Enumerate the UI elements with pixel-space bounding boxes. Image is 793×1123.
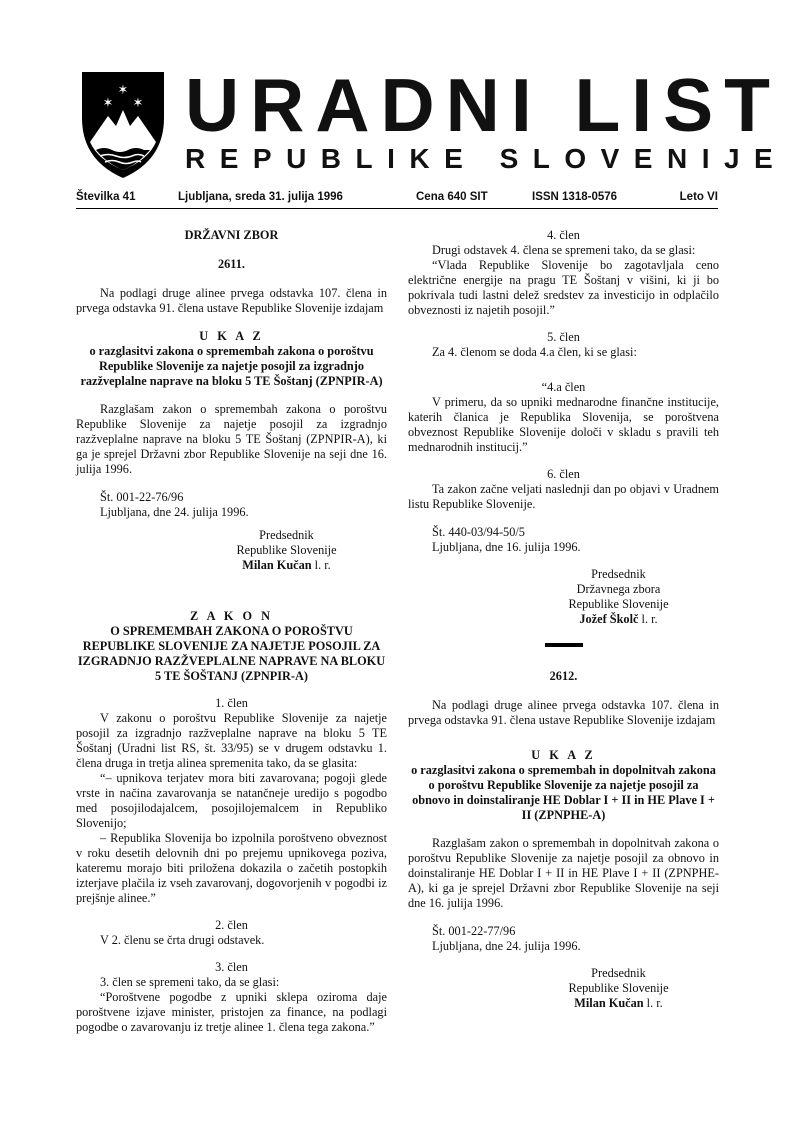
publication-subtitle: REPUBLIKE SLOVENIJE [185,143,788,174]
intro-paragraph: Na podlagi druge alinee prvega odstavka 107. člena in prvega odstavka 91. člena ustave Republike Slovenije izdajam [76,286,387,315]
ukaz-title: U K A Z [199,329,264,343]
svg-text:✶: ✶ [102,96,114,111]
signature-suffix: l. r. [643,996,663,1010]
right-column [408,228,719,1011]
ukaz-body: Razglašam zakon o spremembah zakona o poroštvu Republike Slovenije za najetje posojil za izgradnjo razžveplalne naprave na bloku 5 TE Šoštanj (ZPNPIR-A), ki ga je sprejel Državni zbor Republike Slovenije na seji dne 16. julija 1996. [76,402,387,476]
article-heading: 6. člen [547,467,580,481]
article-body: Ta zakon začne veljati naslednji dan po objavi v Uradnem listu Republike Slovenije. [408,482,719,511]
ukaz-title: U K A Z [531,748,596,762]
article-body: Za 4. členom se doda 4.a člen, ki se glasi: [432,345,637,359]
signature-suffix: l. r. [638,612,658,626]
ukaz-subtitle: o razglasitvi zakona o spremembah in dopolnitvah zakona o poroštvu Republike Slovenije za najetje posojil za obnovo in doinstaliranje HE Doblar I + II in HE Plave I + II (ZPNPHE-A) [411,763,716,822]
article-heading: 4. člen [547,228,580,242]
reference-number: Št. 001-22-76/96 [100,490,184,504]
coat-of-arms-icon [78,70,168,180]
left-column [76,228,387,1035]
ukaz-subtitle: o razglasitvi zakona o spremembah zakona o poroštvu Republike Slovenije za najetje posojil za izgradnjo razžveplalne naprave na bloku 5 TE Šoštanj (ZPNPIR-A) [80,344,383,388]
signature-suffix: l. r. [311,558,331,572]
article-quote: “Poroštvene pogodbe z upniki sklepa oziroma daje poroštvene izjave minister, pristojen za finance, na podlagi pogodbe o zavarovanju iz tretje alinee 1. člena tega zakona.” [76,990,387,1034]
document-number: 2612. [549,669,578,683]
intro-paragraph: Na podlagi druge alinee prvega odstavka 107. člena in prvega odstavka 91. člena ustave Republike Slovenije izdajam [408,698,719,727]
article-quote: “– upnikova terjatev mora biti zavarovana; pogoji glede vrste in načina zavarovanja se natančneje uredijo s pogodbo med posojilodajalcem, posojilojemalcem in Republiko Slovenijo; [76,771,387,830]
reference-date: Ljubljana, dne 16. julija 1996. [432,540,581,554]
signature-role: Predsednik [259,528,314,542]
issue-place-date: Ljubljana, sreda 31. julija 1996 [178,191,343,203]
issue-year: Leto VI [679,191,718,203]
issue-price: Cena 640 SIT [416,191,488,203]
signature-block [408,567,719,627]
article-heading: 5. člen [547,330,580,344]
reference-number: Št. 001-22-77/96 [432,924,516,938]
signature-name: Milan Kučan [242,558,312,572]
document-number: 2611. [218,257,245,271]
signature-role: Državnega zbora [576,582,661,596]
signature-name: Milan Kučan [574,996,644,1010]
issue-issn: ISSN 1318-0576 [532,191,618,203]
article-body: V primeru, da so upniki mednarodne finančne institucije, katerih članica je Republika Slovenija, se poroštvena obveznost Republike Slovenije določi v skladu s pravili teh mednarodnih institucij.” [408,395,719,454]
article-heading: 2. člen [215,918,248,932]
ukaz-body: Razglašam zakon o spremembah in dopolnitvah zakona o poroštvu Republike Slovenije za najetje posojil za obnovo in doinstaliranje HE Doblar I + II in HE Plave I + II (ZPNPHE-A), ki ga je sprejel Državni zbor Republike Slovenije na seji dne 16. julija 1996. [408,836,719,910]
signature-role: Republike Slovenije [568,597,669,611]
section-heading: DRŽAVNI ZBOR [184,228,279,242]
reference-number: Št. 440-03/94-50/5 [432,525,525,539]
signature-name: Jožef Školč [579,612,639,626]
article-body: V zakonu o poroštvu Republike Slovenije za najetje posojil za izgradnjo razžveplalne naprave na bloku 5 TE Šoštanj (Uradni list RS, št. 33/95) se v drugem odstavku 1. člena druga in tretja alinea spremenita tako, da se glasita: [76,711,387,770]
article-quote: – Republika Slovenija bo izpolnila poroštveno obveznost v roku desetih delovnih dni po prejemu upnikovega poziva, kateremu morajo biti priložena dokazila o začetih postopkih izterjave plačila iz vseh zavarovanj, dogovorjenih v pogodbi iz prejšnje alinee.” [76,831,387,905]
signature-block [76,528,387,573]
article-quote: “Vlada Republike Slovenije bo zagotavljala ceno električne energije na pragu TE Šoštanj v višini, ki ji bo pokrivala tudi lastni delež sredstev za investicijo in odplačilo obveznosti iz najetih posojil.” [408,258,719,317]
signature-role: Predsednik [591,966,646,980]
signature-role: Predsednik [591,567,646,581]
publication-title: URADNI LIST [185,63,781,147]
section-separator [545,643,583,647]
issue-number: Številka 41 [76,191,136,203]
signature-block [408,966,719,1011]
svg-text:✶: ✶ [132,96,144,111]
signature-role: Republike Slovenije [568,981,669,995]
signature-role: Republike Slovenije [236,543,337,557]
article-heading: 3. člen [215,960,248,974]
article-body: V 2. členu se črta drugi odstavek. [100,933,265,947]
article-heading: “4.a člen [541,380,586,394]
header-divider [76,208,718,209]
article-body: 3. člen se spremeni tako, da se glasi: [100,975,280,989]
zakon-title: Z A K O N [189,609,274,623]
reference-date: Ljubljana, dne 24. julija 1996. [432,939,581,953]
svg-text:✶: ✶ [117,83,129,98]
article-heading: 1. člen [215,696,248,710]
reference-date: Ljubljana, dne 24. julija 1996. [100,505,249,519]
zakon-subtitle: O SPREMEMBAH ZAKONA O POROŠTVU REPUBLIKE SLOVENIJE ZA NAJETJE POSOJIL ZA IZGRADNJO RAZŽVEPLALNE NAPRAVE NA BLOKU 5 TE ŠOŠTANJ (ZPNPIR-A) [77,624,386,683]
article-body: Drugi odstavek 4. člena se spremeni tako, da se glasi: [432,243,696,257]
